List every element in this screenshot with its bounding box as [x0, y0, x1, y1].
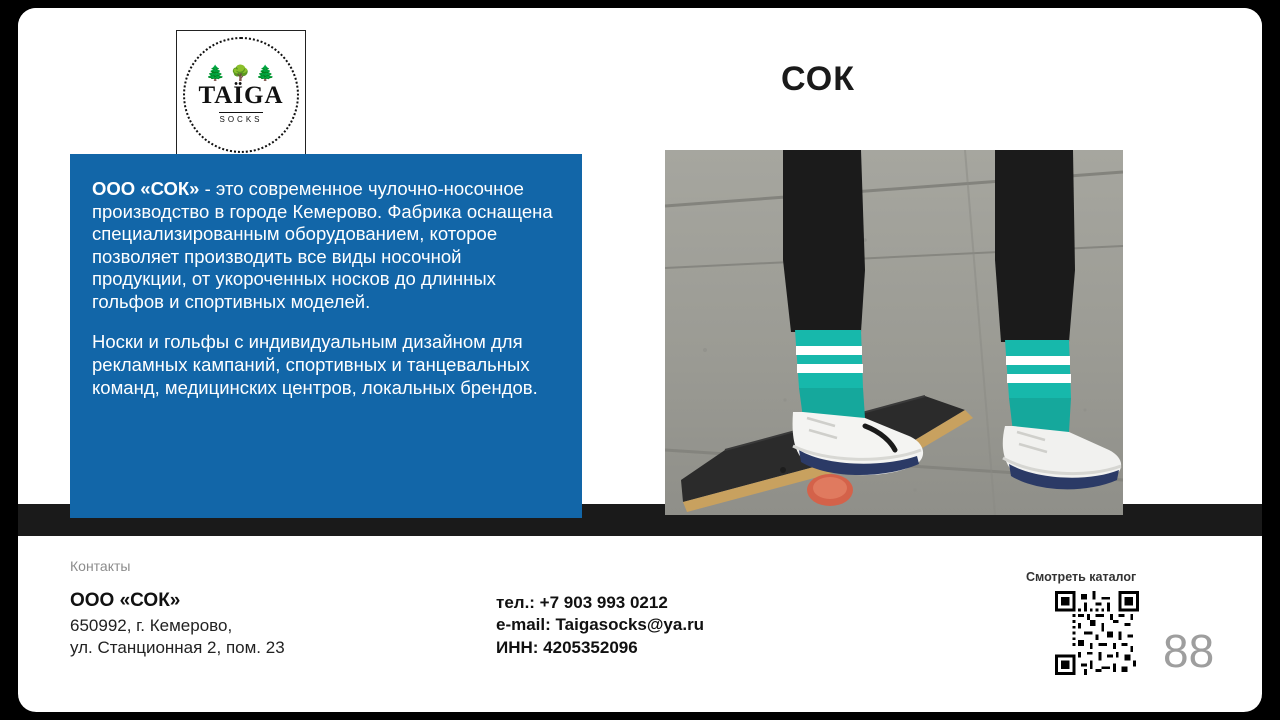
page-title: СОК [781, 60, 855, 98]
slide [18, 8, 1262, 712]
footer-company-name: ООО «СОК» [70, 590, 181, 611]
footer-inn: ИНН: 4205352096 [496, 637, 638, 657]
tree-icon: 🌲 🌳 🌲 [206, 65, 276, 82]
product-photo [665, 150, 1123, 515]
photo-illustration [665, 150, 1123, 515]
description-box [70, 154, 582, 518]
logo-subtext: SOCKS [219, 112, 262, 124]
description-paragraph-1-rest: - это современное чулочно-носочное производство в городе Кемерово. Фабрика оснащена специализированным оборудованием, которое позволяет производить все виды носочной продукции, от укороченных носков до длинных гольфов и спортивных моделей. [92, 178, 553, 312]
footer-contact-details [496, 592, 704, 659]
footer-address-line-2: ул. Станционная 2, пом. 23 [70, 638, 285, 657]
description-paragraph-1 [92, 178, 560, 313]
footer-email[interactable]: e-mail: Taigasocks@ya.ru [496, 615, 705, 635]
qr-catalog-label: Смотреть каталог [1026, 570, 1137, 584]
footer-phone: тел.: +7 903 993 0212 [496, 593, 668, 612]
logo-wordmark: TAÏGA [198, 82, 284, 109]
company-name-lead: ООО «СОК» [92, 178, 200, 199]
logo-circle [183, 37, 299, 153]
footer-address-line-1: 650992, г. Кемерово, [70, 616, 233, 635]
qr-code-icon [1055, 591, 1139, 675]
page-number: 88 [1163, 625, 1215, 677]
description-paragraph-2: Носки и гольфы с индивидуальным дизайном для рекламных кампаний, спортивных и танцевальных команд, медицинских центров, локальных брендов. [92, 331, 538, 398]
taiga-socks-logo [176, 30, 306, 160]
contacts-label: Контакты [70, 558, 131, 574]
qr-code[interactable] [1055, 591, 1139, 675]
